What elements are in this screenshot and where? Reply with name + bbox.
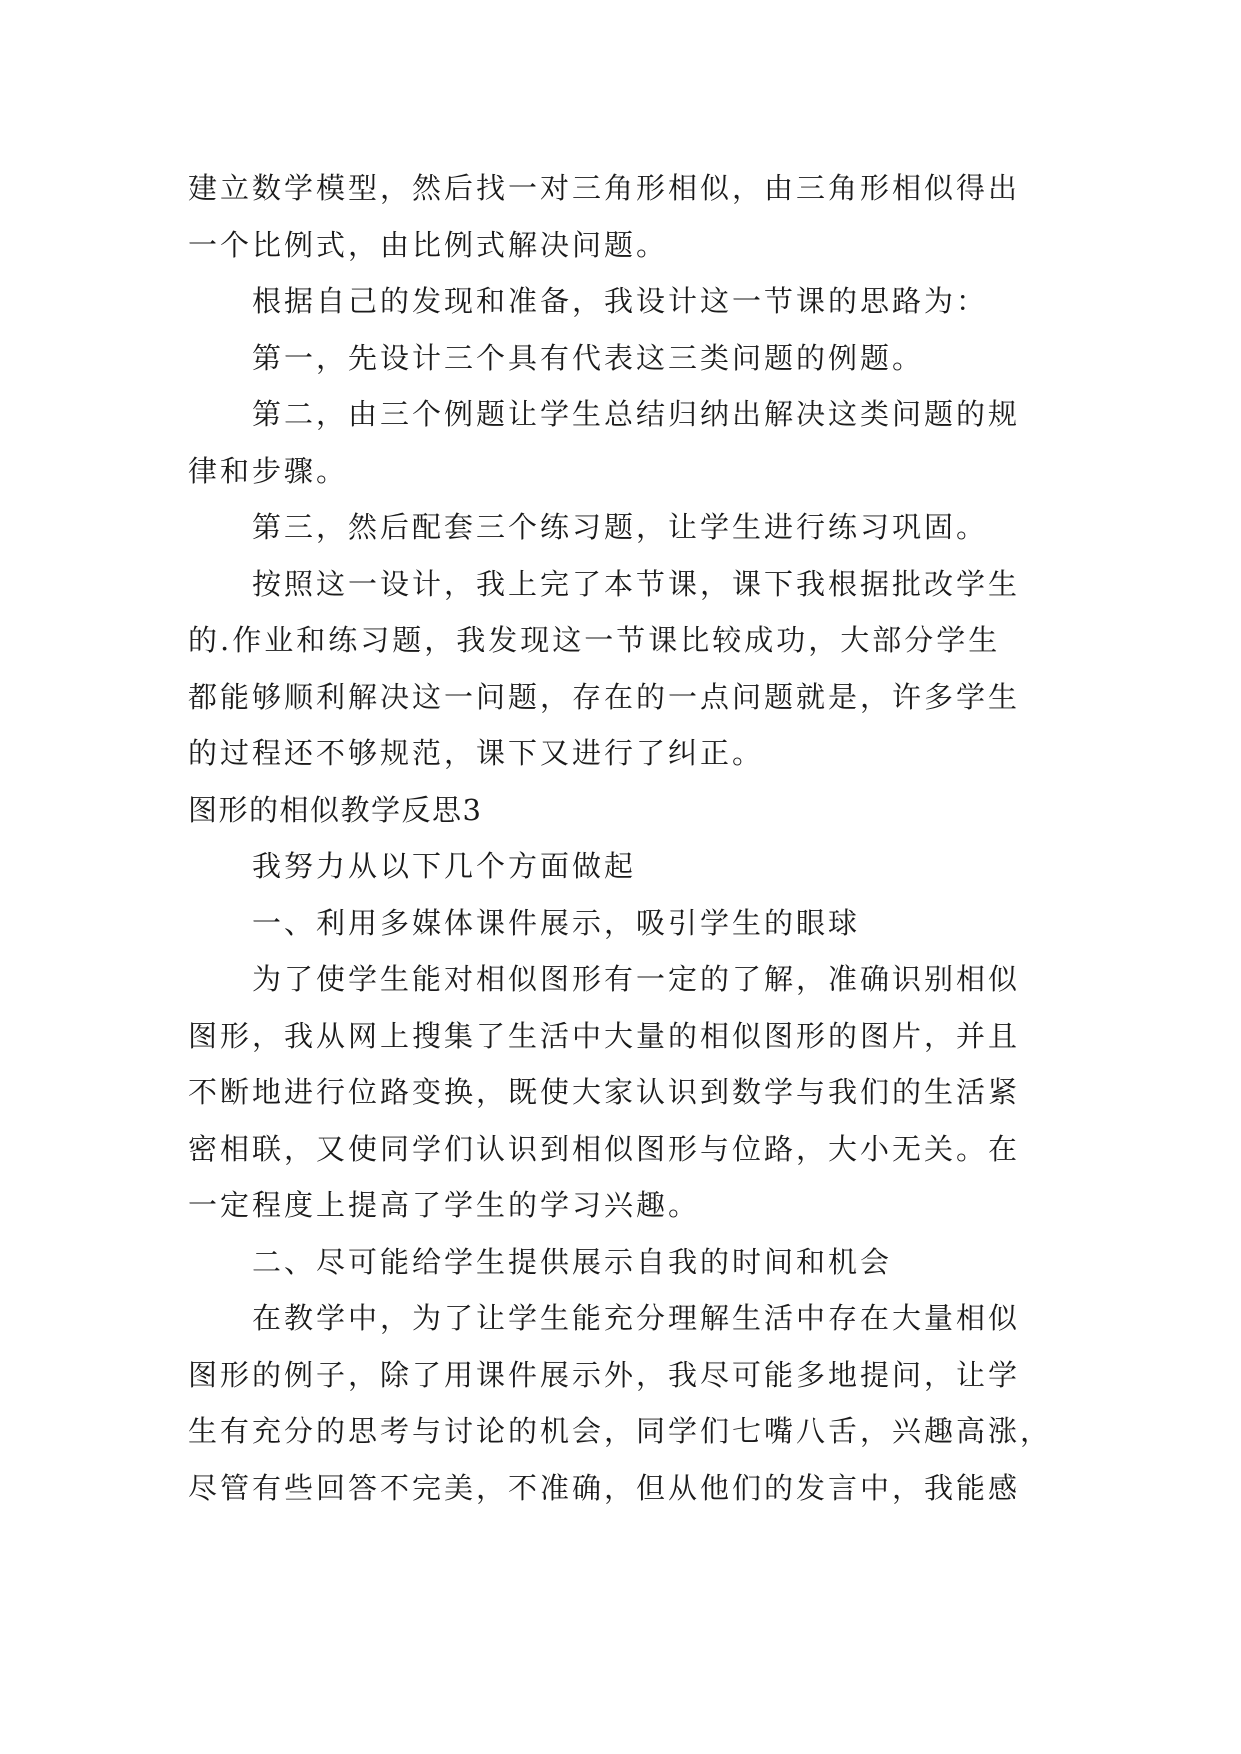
step-two: 第二，由三个例题让学生总结归纳出解决这类问题的规 (252, 397, 1021, 431)
text-line: 都能够顺利解决这一问题，存在的一点问题就是，许多学生 (188, 679, 1021, 714)
text-line: 按照这一设计，我上完了本节课，课下我根据批改学生 (252, 566, 1021, 601)
text-line: 密相联，又使同学们认识到相似图形与位路，大小无关。在 (188, 1131, 1021, 1166)
text-line: 一定程度上提高了学生的学习兴趣。 (188, 1188, 701, 1222)
step-three: 第三，然后配套三个练习题，让学生进行练习巩固。 (252, 510, 989, 544)
text-line: 生有充分的思考与讨论的机会，同学们七嘴八舌，兴趣高涨， (188, 1414, 1053, 1448)
text-line: 不断地进行位路变换，既使大家认识到数学与我们的生活紧 (188, 1075, 1021, 1109)
text-line: 为了使学生能对相似图形有一定的了解，准确识别相似 (252, 962, 1021, 996)
text-line: 一个比例式，由比例式解决问题。 (188, 227, 669, 262)
document-page (188, 160, 1056, 1516)
text-line: 我努力从以下几个方面做起 (252, 849, 637, 883)
text-line: 图形的例子，除了用课件展示外，我尽可能多地提问，让学 (188, 1357, 1021, 1392)
text-line: 图形，我从网上搜集了生活中大量的相似图形的图片，并且 (188, 1018, 1021, 1053)
section-title: 图形的相似教学反思3 (188, 792, 483, 827)
point-two-title: 二、尽可能给学生提供展示自我的时间和机会 (252, 1244, 893, 1279)
text-line: 在教学中，为了让学生能充分理解生活中存在大量相似 (252, 1301, 1021, 1335)
text-line: 的.作业和练习题，我发现这一节课比较成功，大部分学生 (188, 623, 1001, 657)
text-line: 的过程还不够规范，课下又进行了纠正。 (188, 736, 765, 770)
text-line: 律和步骤。 (188, 453, 349, 488)
point-one-title: 一、利用多媒体课件展示，吸引学生的眼球 (252, 905, 861, 940)
text-line: 建立数学模型，然后找一对三角形相似，由三角形相似得出 (188, 171, 1021, 205)
text-line: 根据自己的发现和准备，我设计这一节课的思路为： (252, 284, 989, 318)
text-line: 尽管有些回答不完美，不准确，但从他们的发言中，我能感 (188, 1470, 1021, 1505)
step-one: 第一，先设计三个具有代表这三类问题的例题。 (252, 340, 925, 375)
